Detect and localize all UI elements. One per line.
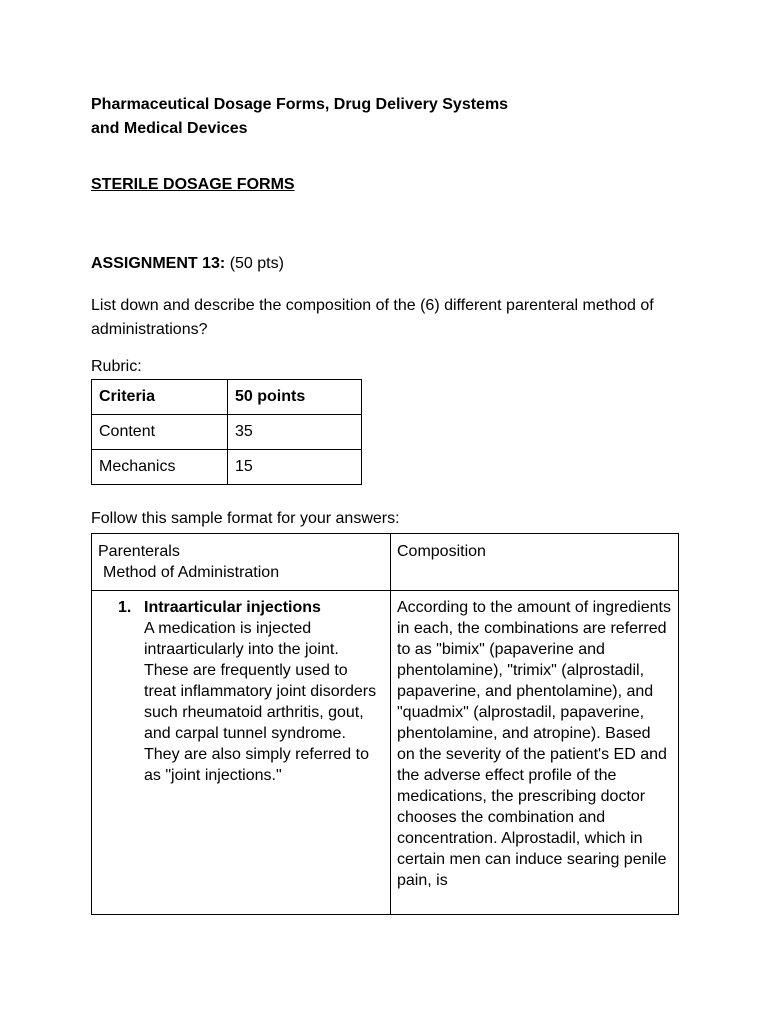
sample-header-row <box>92 534 679 591</box>
rubric-points-cell: 35 <box>228 415 362 450</box>
assignment-points: (50 pts) <box>229 255 284 272</box>
item-description: A medication is injected intraarticularly into the joint. These are frequently used to treat inflammatory joint disorders such rheumatoid arthritis, gout, and carpal tunnel syndrome. They are also simply referred to as "joint injections." <box>144 620 377 784</box>
item-heading <box>98 597 384 618</box>
rubric-label: Rubric: <box>91 358 142 375</box>
rubric-row <box>92 450 362 485</box>
assignment-label: ASSIGNMENT 13: <box>91 255 226 272</box>
sample-format-table <box>91 533 679 915</box>
header-parenterals: Parenterals <box>98 543 180 560</box>
rubric-header-criteria: Criteria <box>92 380 228 415</box>
assignment-heading <box>91 255 284 273</box>
item-number: 1. <box>118 599 132 616</box>
rubric-criteria-cell: Content <box>92 415 228 450</box>
sample-method-cell <box>92 591 391 915</box>
sample-composition-cell <box>391 591 679 915</box>
sample-header-method <box>92 534 391 591</box>
rubric-criteria-cell: Mechanics <box>92 450 228 485</box>
sample-intro: Follow this sample format for your answers: <box>91 510 400 527</box>
question-text: List down and describe the composition of the (6) different parenteral method of administrations? <box>91 297 654 338</box>
rubric-table <box>91 379 362 485</box>
section-heading: STERILE DOSAGE FORMS <box>91 176 295 193</box>
rubric-row <box>92 415 362 450</box>
item-title: Intraarticular injections <box>144 599 321 616</box>
sample-body-row <box>92 591 679 915</box>
title-line-2: and Medical Devices <box>91 120 248 137</box>
sample-header-composition: Composition <box>391 534 679 591</box>
rubric-header-row <box>92 380 362 415</box>
rubric-points-cell: 15 <box>228 450 362 485</box>
title-line-1: Pharmaceutical Dosage Forms, Drug Delivery Systems <box>91 96 509 113</box>
composition-text: According to the amount of ingredients in each, the combinations are referred to as "bimix" (papaverine and phentolamine), "trimix" (alprostadil, papaverine, and phentolamine), and "quadmix" (alprostadil, papaverine, phentolamine, and atropine). Based on the severity of the patient's ED and the adverse effect profile of the medications, the prescribing doctor chooses the combination and concentration. Alprostadil, which in certain men can induce searing penile pain, is <box>397 599 671 889</box>
header-method-of-administration: Method of Administration <box>103 564 280 581</box>
rubric-header-points: 50 points <box>228 380 362 415</box>
document-title <box>91 93 508 141</box>
